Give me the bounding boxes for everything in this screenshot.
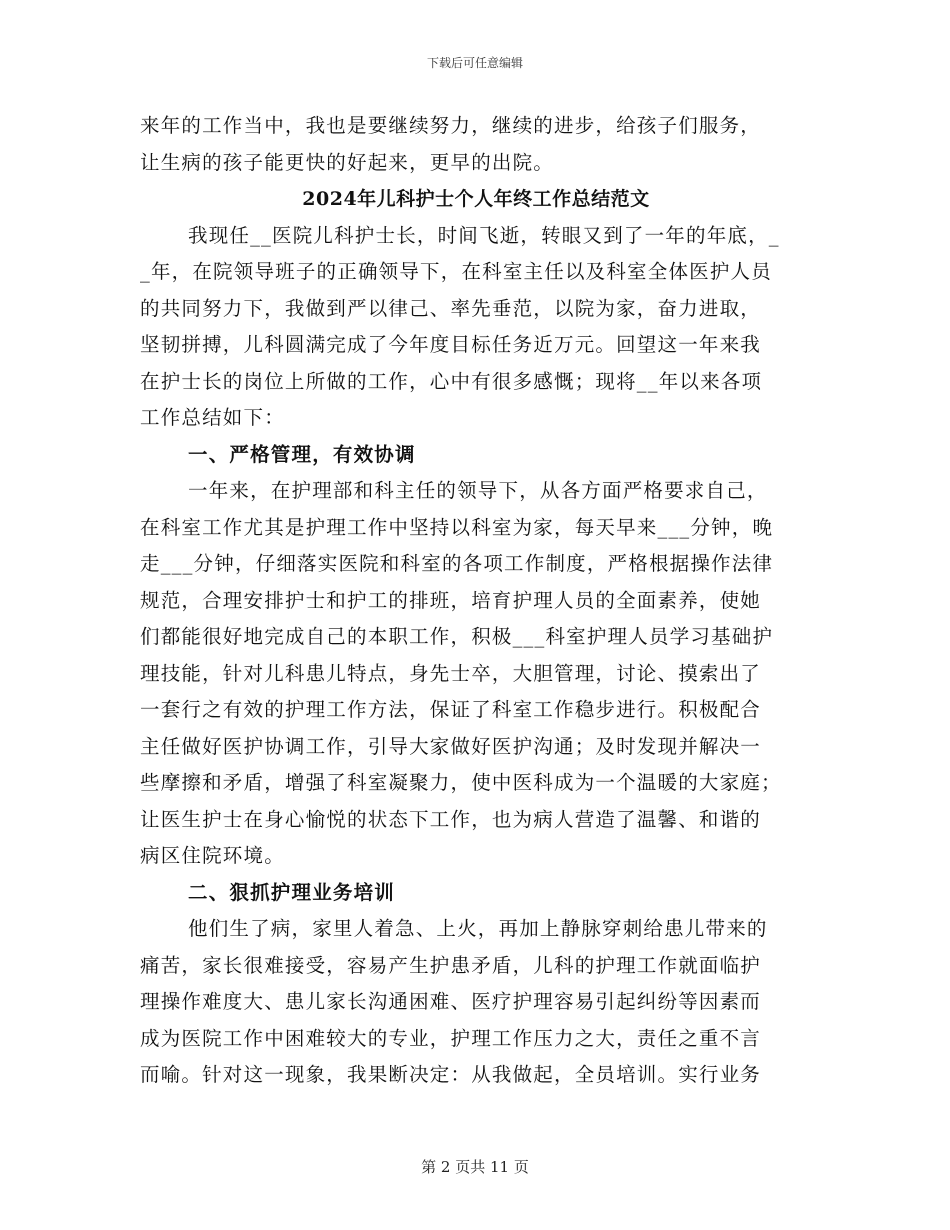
text-line: 而喻。针对这一现象，我果断决定：从我做起，全员培训。实行业务	[140, 1063, 762, 1086]
text-line: 坚韧拼搏，儿科圆满完成了今年度目标任务近万元。回望这一年来我	[140, 333, 762, 356]
text-line: 主任做好医护协调工作，引导大家做好医护沟通；及时发现并解决一	[140, 734, 762, 758]
text-line: 痛苦，家长很难接受，容易产生护患矛盾，儿科的护理工作就面临护	[140, 953, 762, 977]
text-line: 成为医院工作中困难较大的专业，护理工作压力之大，责任之重不言	[140, 1026, 762, 1050]
text-line: 走___分钟，仔细落实医院和科室的各项工作制度，严格根据操作法律	[140, 552, 774, 575]
page-footer: 第 2 页共 11 页	[421, 1158, 529, 1176]
text-line: 在科室工作尤其是护理工作中坚持以科室为家，每天早来___分钟，晚	[140, 515, 774, 539]
paragraph-first-line: 他们生了病，家里人着急、上火，再加上静脉穿刺给患儿带来的	[188, 917, 768, 940]
text-line: 让生病的孩子能更快的好起来，更早的出院。	[140, 150, 555, 174]
text-line: 理操作难度大、患儿家长沟通困难、医疗护理容易引起纠纷等因素而	[140, 990, 762, 1013]
text-line: 理技能，针对儿科患儿特点，身先士卒，大胆管理，讨论、摸索出了	[140, 661, 762, 685]
text-line: 病区住院环境。	[140, 844, 285, 867]
text-line: 一套行之有效的护理工作方法，保证了科室工作稳步进行。积极配合	[140, 698, 762, 721]
document-title: 2024年儿科护士个人年终工作总结范文	[302, 188, 650, 210]
text-line: 让医生护士在身心愉悦的状态下工作，也为病人营造了温馨、和谐的	[140, 807, 762, 831]
document-body	[140, 108, 812, 1094]
text-line: 的共同努力下，我做到严以律己、率先垂范，以院为家，奋力进取，	[140, 296, 762, 320]
paragraph-first-line: 一年来，在护理部和科主任的领导下，从各方面严格要求自己，	[188, 479, 768, 502]
text-line: 些摩擦和矛盾，增强了科室凝聚力，使中医科成为一个温暖的大家庭；	[140, 771, 782, 794]
header-note: 下载后可任意编辑	[426, 56, 523, 70]
text-line: 们都能很好地完成自己的本职工作，积极___科室护理人员学习基础护	[140, 625, 774, 648]
text-line: 在护士长的岗位上所做的工作，心中有很多感慨；现将__年以来各项	[140, 369, 763, 393]
section-heading: 二、狠抓护理业务培训	[188, 880, 396, 904]
text-line: 工作总结如下：	[140, 406, 285, 429]
text-line: 来年的工作当中，我也是要继续努力，继续的进步，给孩子们服务，	[140, 114, 762, 137]
section-heading: 一、严格管理，有效协调	[188, 442, 416, 466]
paragraph-first-line: 我现任__医院儿科护士长，时间飞逝，转眼又到了一年的年底，_	[188, 223, 780, 247]
text-line: 规范，合理安排护士和护工的排班，培育护理人员的全面素养，使她	[140, 588, 762, 612]
text-line: _年，在院领导班子的正确领导下，在科室主任以及科室全体医护人员	[140, 260, 772, 283]
